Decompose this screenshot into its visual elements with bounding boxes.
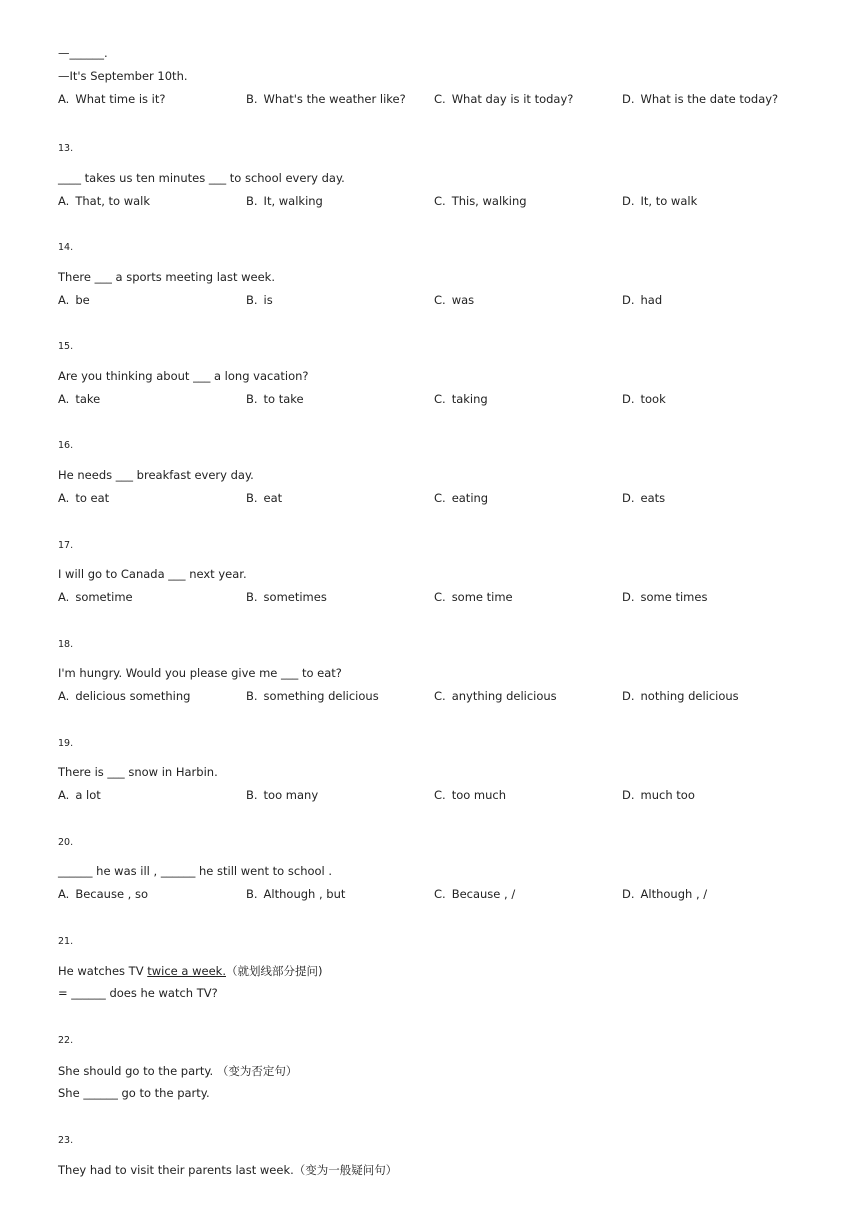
- q17-option-d[interactable]: D. some times: [622, 590, 708, 604]
- q15-option-b[interactable]: B. to take: [246, 392, 304, 406]
- q19-options: [58, 788, 818, 802]
- q18-option-c[interactable]: C. anything delicious: [434, 689, 557, 703]
- q22-number: 22.: [58, 1035, 74, 1046]
- q12-option-b[interactable]: B. What's the weather like?: [246, 92, 406, 106]
- q15-options: [58, 392, 818, 406]
- q13-stem: ____ takes us ten minutes ___ to school every day.: [58, 171, 345, 185]
- q16-option-c[interactable]: C. eating: [434, 491, 489, 505]
- q17-option-c[interactable]: C. some time: [434, 590, 513, 604]
- q17-options: [58, 590, 818, 604]
- q16-options: [58, 491, 818, 505]
- q13-option-d[interactable]: D. It, to walk: [622, 194, 698, 208]
- q13-number: 13.: [58, 143, 74, 154]
- q18-option-b[interactable]: B. something delicious: [246, 689, 379, 703]
- q22-stem: She should go to the party. （变为否定句）: [58, 1064, 298, 1078]
- q19-number: 19.: [58, 738, 74, 749]
- q21-stem: He watches TV twice a week.（就划线部分提问): [58, 964, 323, 978]
- q18-option-d[interactable]: D. nothing delicious: [622, 689, 739, 703]
- q14-option-d[interactable]: D. had: [622, 293, 663, 307]
- q23-stem: They had to visit their parents last week.（变为一般疑问句）: [58, 1163, 398, 1177]
- q17-stem: I will go to Canada ___ next year.: [58, 567, 247, 581]
- q20-option-a[interactable]: A. Because , so: [58, 887, 149, 901]
- q15-stem: Are you thinking about ___ a long vacation?: [58, 369, 309, 383]
- q18-option-a[interactable]: A. delicious something: [58, 689, 191, 703]
- q21-number: 21.: [58, 936, 74, 947]
- q13-option-b[interactable]: B. It, walking: [246, 194, 323, 208]
- q14-number: 14.: [58, 242, 74, 253]
- q19-option-d[interactable]: D. much too: [622, 788, 695, 802]
- q17-option-b[interactable]: B. sometimes: [246, 590, 327, 604]
- q12-option-c[interactable]: C. What day is it today?: [434, 92, 574, 106]
- q20-option-c[interactable]: C. Because , /: [434, 887, 516, 901]
- q12-blank-line: —______.: [58, 46, 108, 60]
- q18-stem: I'm hungry. Would you please give me ___ to eat?: [58, 666, 342, 680]
- q12-option-d[interactable]: D. What is the date today?: [622, 92, 779, 106]
- q16-option-a[interactable]: A. to eat: [58, 491, 110, 505]
- q19-option-c[interactable]: C. too much: [434, 788, 507, 802]
- q13-options: [58, 194, 818, 208]
- q18-options: [58, 689, 818, 703]
- q16-number: 16.: [58, 440, 74, 451]
- q13-option-a[interactable]: A. That, to walk: [58, 194, 151, 208]
- q19-stem: There is ___ snow in Harbin.: [58, 765, 218, 779]
- q14-option-a[interactable]: A. be: [58, 293, 90, 307]
- q12-option-a[interactable]: A. What time is it?: [58, 92, 166, 106]
- q15-number: 15.: [58, 341, 74, 352]
- q20-stem: ______ he was ill , ______ he still went to school .: [58, 864, 333, 878]
- q12-options: [58, 92, 818, 106]
- q15-option-a[interactable]: A. take: [58, 392, 101, 406]
- q14-options: [58, 293, 818, 307]
- q20-option-d[interactable]: D. Although , /: [622, 887, 708, 901]
- q16-option-d[interactable]: D. eats: [622, 491, 666, 505]
- q19-option-a[interactable]: A. a lot: [58, 788, 101, 802]
- q18-number: 18.: [58, 639, 74, 650]
- q19-option-b[interactable]: B. too many: [246, 788, 319, 802]
- q16-option-b[interactable]: B. eat: [246, 491, 283, 505]
- q14-option-c[interactable]: C. was: [434, 293, 475, 307]
- q21-underlined-phrase: twice a week.: [147, 964, 226, 978]
- q23-number: 23.: [58, 1135, 74, 1146]
- q20-number: 20.: [58, 837, 74, 848]
- q15-option-c[interactable]: C. taking: [434, 392, 488, 406]
- q13-option-c[interactable]: C. This, walking: [434, 194, 527, 208]
- q14-stem: There ___ a sports meeting last week.: [58, 270, 275, 284]
- q20-options: [58, 887, 818, 901]
- q22-answer-line[interactable]: She ______ go to the party.: [58, 1086, 210, 1100]
- q21-answer-line[interactable]: = ______ does he watch TV?: [58, 986, 218, 1000]
- q12-answer-line: —It's September 10th.: [58, 69, 188, 83]
- q16-stem: He needs ___ breakfast every day.: [58, 468, 254, 482]
- q15-option-d[interactable]: D. took: [622, 392, 666, 406]
- q20-option-b[interactable]: B. Although , but: [246, 887, 346, 901]
- q14-option-b[interactable]: B. is: [246, 293, 273, 307]
- q17-number: 17.: [58, 540, 74, 551]
- q17-option-a[interactable]: A. sometime: [58, 590, 133, 604]
